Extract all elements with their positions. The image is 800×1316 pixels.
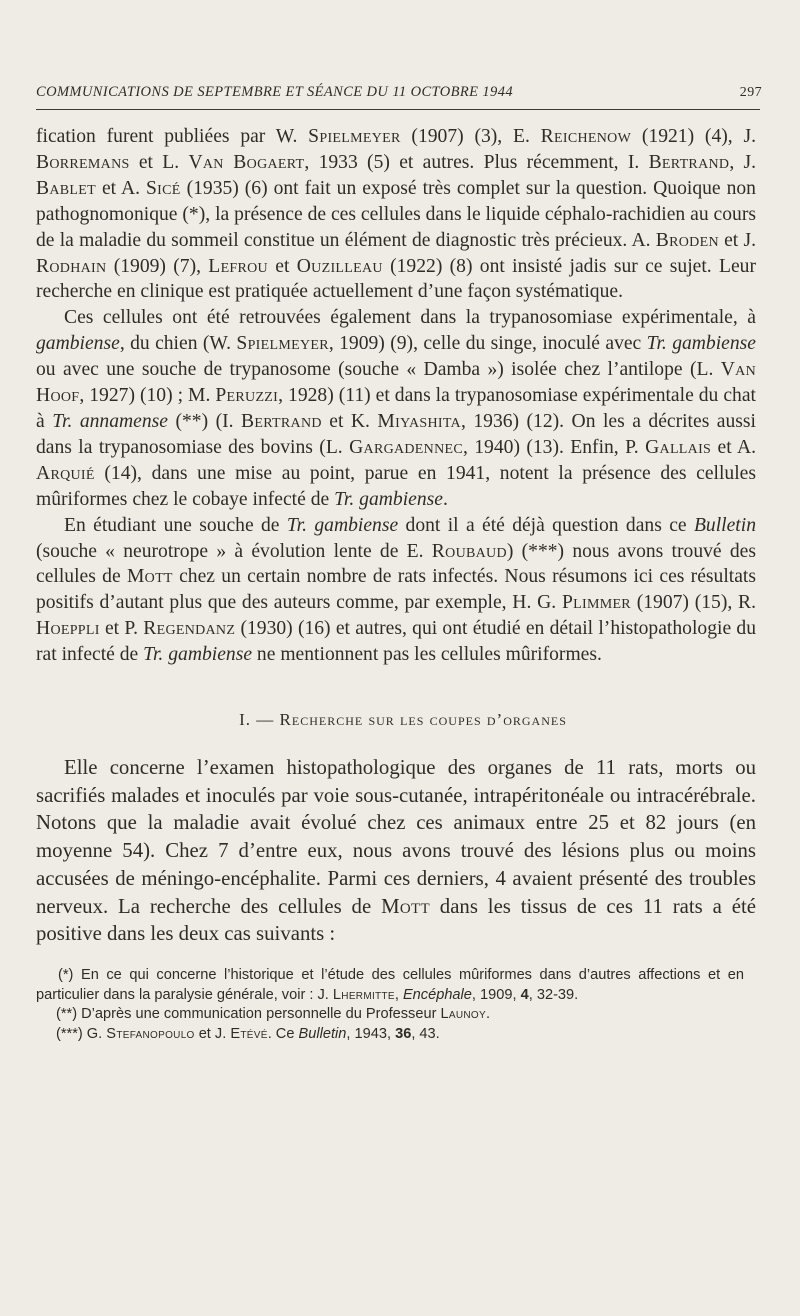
paragraph-2: Ces cellules ont été retrouvées également dans la trypanosomiase expérimentale, à gambiense, du chien (W. Spielmeyer, 1909) (9), celle du singe, inoculé avec Tr. gambiense ou avec une souche de trypanosome (souche « Damba ») isolée chez l’antilope (L. Van Hoof, 1927) (10) ; M. Peruzzi, 1928) (11) et dans la trypanosomiase expérimentale du chat à Tr. annamense (**) (I. Bertrand et K. Miyashita, 1936) (12). On les a décrites aussi dans la trypanosomiase des bovins (L. Gargadennec, 1940) (13). Enfin, P. Gallais et A. Arquié (14), dans une mise au point, parue en 1941, notent la présence des cellules mûriformes chez le cobaye infecté de Tr. gambiense. (36, 307, 756, 510)
paragraph-3: En étudiant une souche de Tr. gambiense dont il a été déjà question dans ce Bulletin (souche « neurotrope » à évolution lente de E. Roubaud) (***) nous avons trouvé des cellules de Mott chez un certain nombre de rats infectés. Nous résumons ici ces résultats positifs d’autant plus que des auteurs comme, par exemple, H. G. Plimmer (1907) (15), R. Hoeppli et P. Regendanz (1930) (16) et autres, qui ont étudié en détail l’histopathologie du rat infecté de Tr. gambiense ne mentionnent pas les cellules mûriformes. (36, 514, 756, 666)
footnotes (36, 966, 770, 1044)
section-heading: I. — Recherche sur les coupes d’organes (239, 710, 567, 730)
page-number: 297 (739, 85, 762, 100)
footnote-1: (*) En ce qui concerne l’historique et l’étude des cellules mûriformes dans d’autres affections et en particulier dans la paralysie générale, voir : J. Lhermitte, Encéphale, 1909, 4, 32-39. (36, 966, 744, 1003)
body-text (36, 124, 770, 668)
running-head (36, 84, 770, 101)
section-text (36, 754, 770, 948)
paragraph-1: fication furent publiées par W. Spielmeyer (1907) (3), E. Reichenow (1921) (4), J. Borremans et L. Van Bogaert, 1933 (5) et autres. Plus récemment, I. Bertrand, J. Bablet et A. Sicé (1935) (6) ont fait un exposé très complet sur la question. Quoique non pathognomonique (*), la présence de ces cellules dans le liquide céphalo-rachidien au cours de la maladie du sommeil constitue un élément de diagnostic très précieux. A. Broden et J. Rodhain (1909) (7), Lefrou et Ouzilleau (1922) (8) ont insisté jadis sur ce sujet. Leur recherche en clinique est pratiquée actuellement d’une façon systématique. (36, 126, 757, 303)
running-head-title: COMMUNICATIONS DE SEPTEMBRE ET SÉANCE DU 11 OCTOBRE 1944 (36, 84, 513, 100)
footnote-2: (**) D’après une communication personnelle du Professeur Launoy. (56, 1006, 491, 1023)
section-paragraph: Elle concerne l’examen histopathologique des organes de 11 rats, morts ou sacrifiés malades et inoculés par voie sous-cutanée, intrapéritonéale ou intracérébrale. Notons que la maladie avait évolué chez ces animaux entre 25 et 82 jours (en moyenne 54). Chez 7 d’entre eux, nous avons trouvé des lésions plus ou moins accusées de méningo-encéphalite. Parmi ces derniers, 4 avaient présenté des troubles nerveux. La recherche des cellules de Mott dans les tissus de ces 11 rats a été positive dans les deux cas suivants : (36, 756, 756, 946)
footnote-3: (***) G. Stefanopoulo et J. Etévé. Ce Bulletin, 1943, 36, 43. (56, 1025, 440, 1042)
header-rule (36, 109, 760, 110)
